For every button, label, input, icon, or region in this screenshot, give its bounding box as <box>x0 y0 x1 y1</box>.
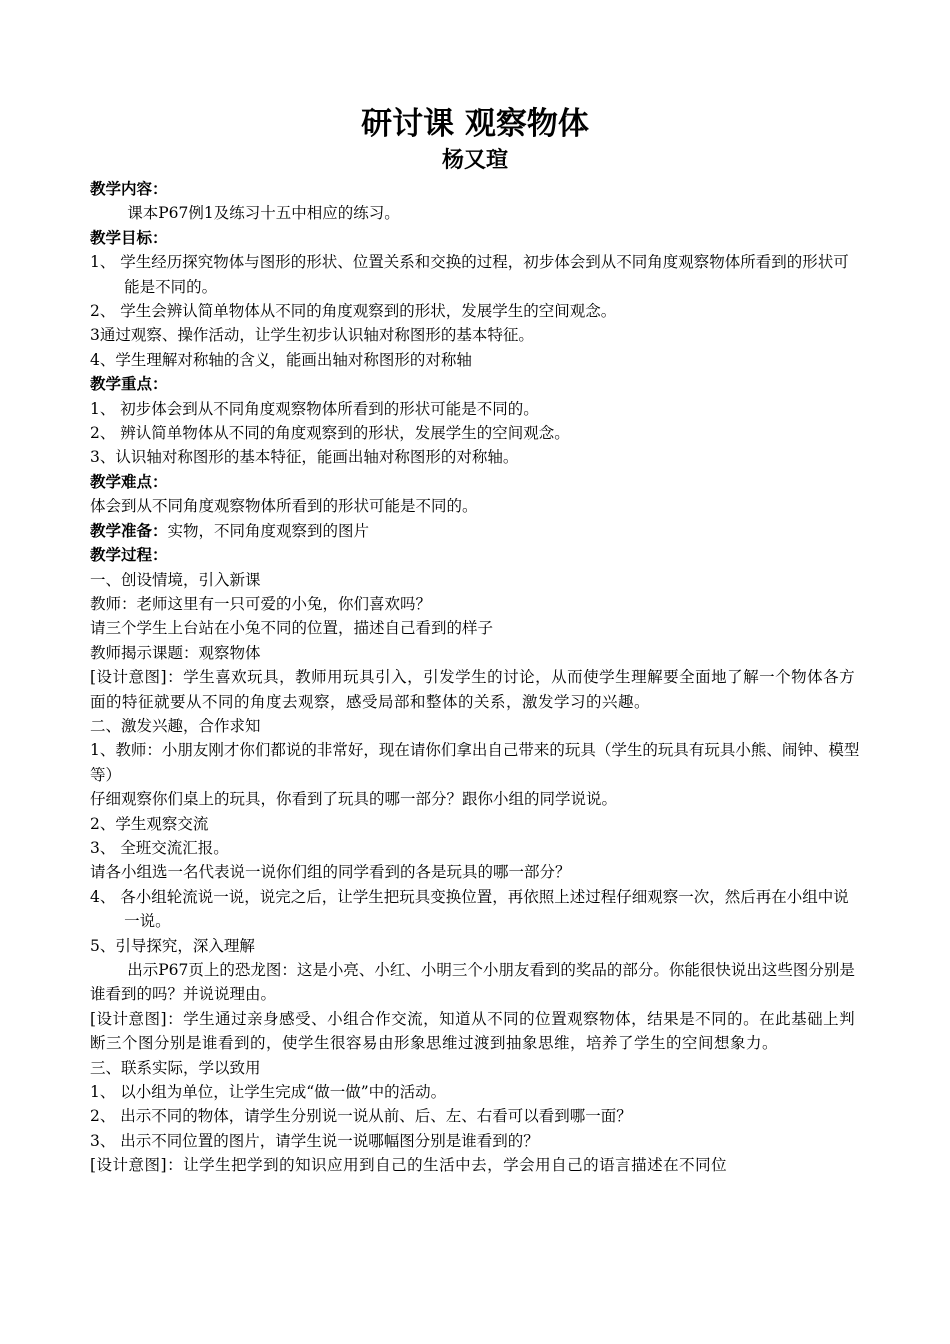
goal-item: 1、 学生经历探究物体与图形的形状、位置关系和交换的过程，初步体会到从不同角度观察物体所看到的形状可能是不同的。 <box>90 253 849 296</box>
goal-item: 3通过观察、操作活动，让学生初步认识轴对称图形的基本特征。 <box>90 326 534 345</box>
section-title: 二、激发兴趣，合作求知 <box>90 716 261 735</box>
process-line: 教师：老师这里有一只可爱的小兔，你们喜欢吗？ <box>90 594 432 613</box>
document-body <box>90 177 862 1178</box>
section-title: 一、创设情境，引入新课 <box>90 570 261 589</box>
design-intent: [设计意图]：学生喜欢玩具，教师用玩具引入，引发学生的讨论，从而使学生理解要全面地了解一个物体各方面的特征就要从不同的角度去观察，感受局部和整体的关系，激发学习的兴趣。 <box>90 668 856 711</box>
prep-text: 实物，不同角度观察到的图片 <box>167 521 370 540</box>
key-point-item: 2、 辨认简单物体从不同的角度观察到的形状，发展学生的空间观念。 <box>90 424 570 443</box>
heading-difficulty: 教学难点： <box>90 472 168 491</box>
process-line: 请三个学生上台站在小兔不同的位置，描述自己看到的样子 <box>90 619 494 638</box>
process-line: 请各小组选一名代表说一说你们组的同学看到的各是玩具的哪一部分？ <box>90 863 571 882</box>
document-title: 研讨课 观察物体 <box>361 106 589 142</box>
heading-content: 教学内容： <box>90 180 168 198</box>
process-item: 1、教师：小朋友刚才你们都说的非常好，现在请你们拿出自己带来的玩具（学生的玩具有玩具小熊、闹钟、模型等） <box>90 741 860 784</box>
heading-key-points: 教学重点： <box>90 375 168 394</box>
section-title: 三、联系实际，学以致用 <box>90 1058 261 1077</box>
process-item: 3、 出示不同位置的图片，请学生说一说哪幅图分别是谁看到的？ <box>90 1131 539 1150</box>
design-intent: [设计意图]：学生通过亲身感受、小组合作交流，知道从不同的位置观察物体，结果是不同的。在此基础上判断三个图分别是谁看到的，使学生很容易由形象思维过渡到抽象思维，培养了学生的空间想象力。 <box>90 1009 856 1053</box>
process-item: 5、引导探究，深入理解 <box>90 936 255 955</box>
goal-item: 2、 学生会辨认简单物体从不同的角度观察到的形状，发展学生的空间观念。 <box>90 302 617 321</box>
heading-prep: 教学准备： <box>90 521 168 540</box>
process-item: 2、学生观察交流 <box>90 814 209 833</box>
process-line: 教师揭示课题：观察物体 <box>90 643 261 662</box>
content-text: 课本P67例1及练习十五中相应的练习。 <box>127 204 400 223</box>
difficulty-text: 体会到从不同角度观察物体所看到的形状可能是不同的。 <box>90 497 478 516</box>
key-point-item: 3、认识轴对称图形的基本特征，能画出轴对称图形的对称轴。 <box>90 448 519 467</box>
design-intent: [设计意图]：让学生把学到的知识应用到自己的生活中去，学会用自己的语言描述在不同位 <box>90 1156 728 1175</box>
heading-process: 教学过程： <box>90 546 168 565</box>
process-item: 2、 出示不同的物体，请学生分别说一说从前、后、左、右看可以看到哪一面？ <box>90 1107 632 1126</box>
process-line: 仔细观察你们桌上的玩具，你看到了玩具的哪一部分？跟你小组的同学说说。 <box>90 790 618 809</box>
heading-goals: 教学目标： <box>90 228 168 247</box>
process-paragraph: 出示P67页上的恐龙图：这是小亮、小红、小明三个小朋友看到的奖品的部分。你能很快说出这些图分别是谁看到的吗？并说说理由。 <box>90 961 855 1004</box>
goal-item: 4、学生理解对称轴的含义，能画出轴对称图形的对称轴 <box>90 350 472 369</box>
process-item: 4、 各小组轮流说一说，说完之后，让学生把玩具变换位置，再依照上述过程仔细观察一次，然后再在小组中说一说。 <box>90 887 849 931</box>
key-point-item: 1、 初步体会到从不同角度观察物体所看到的形状可能是不同的。 <box>90 399 539 418</box>
process-item: 3、 全班交流汇报。 <box>90 838 229 857</box>
prep-line <box>90 519 862 543</box>
process-item: 1、 以小组为单位，让学生完成“做一做”中的活动。 <box>90 1083 447 1102</box>
author-name: 杨又瑄 <box>441 148 508 173</box>
